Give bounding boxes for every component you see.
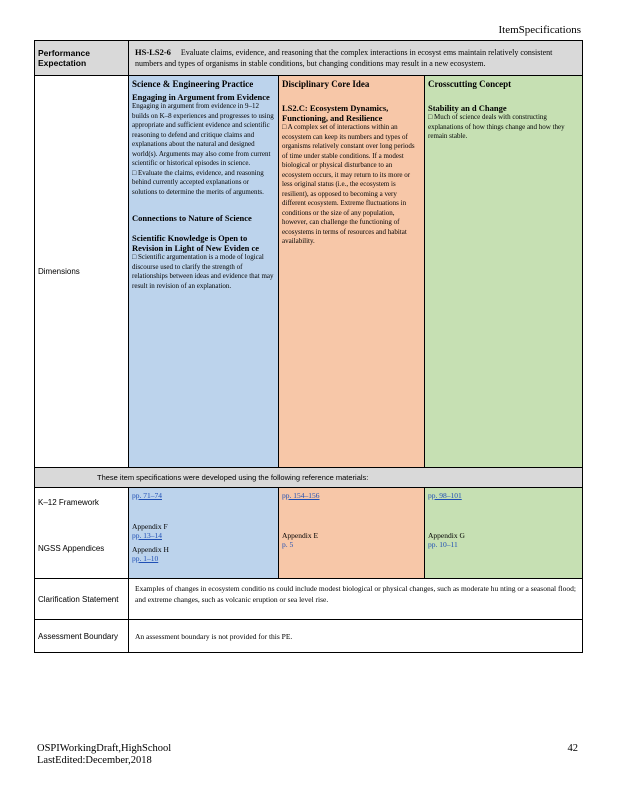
item-spec-table (34, 40, 583, 653)
dci-column (278, 76, 424, 467)
k12-framework-label: K–12 Framework (38, 498, 99, 507)
assessment-boundary-row (35, 620, 582, 652)
sep-column (128, 76, 278, 467)
clarification-row (35, 579, 582, 620)
pe-code: HS-LS2-6 (135, 47, 171, 57)
dci-bullet: □ A complex set of interactions within an ecosystem can keep its numbers and types of organisms relatively constant over long periods of time under stable conditions. If a modest biological or physical disturbance to an ecosystem occurs, it may return to its more or less original status (i.e., the ecosystem is resilient), as opposed to becoming a very different ecosystem. Extreme fluctuations in conditions or the size of any population, however, can challenge the functioning of ecosystems in terms of resources and habitat availability. (282, 123, 415, 245)
pe-text: Evaluate claims, evidence, and reasoning that the complex interactions in ecosyst ems maintain relatively consistent numbers and types of organisms in stable conditions, but changing conditions may result in a new ecosystem. (135, 48, 553, 68)
references-labels (35, 488, 128, 578)
ccc-subheading: Stability an d Change (428, 103, 507, 113)
clarification-text: Examples of changes in ecosystem conditio ns could include modest biological or physical changes, such as moderate hu nting or a seasonal flood; and extreme changes, such as volcanic eruption or sea level rise. (128, 579, 582, 619)
assessment-boundary-text: An assessment boundary is not provided for this PE. (128, 620, 582, 652)
dci-appendix-e-page: p. 5 (282, 540, 294, 549)
page-number: 42 (567, 743, 578, 754)
sep-appendix-f-link[interactable]: pp. 13–14 (132, 531, 162, 540)
pe-text-cell (128, 41, 582, 75)
sep-references (128, 488, 278, 578)
ccc-title: Crosscutting Concept (428, 79, 512, 89)
sep-subheading-argument: Engaging in Argument from Evidence (132, 92, 270, 102)
assessment-boundary-label: Assessment Boundary (38, 631, 119, 641)
ngss-appendices-label: NGSS Appendices (38, 544, 105, 553)
ccc-appendix-g-pages: pp. 10–11 (428, 540, 458, 549)
sep-subheading-nos: Connections to Nature of Science (132, 213, 252, 223)
clarification-label: Clarification Statement (38, 594, 119, 604)
dci-appendix-e: Appendix E (282, 530, 319, 540)
sep-appendix-h-link[interactable]: pp. 1–10 (132, 554, 159, 563)
footer (37, 743, 171, 767)
sep-appendix-h: Appendix H (132, 544, 169, 554)
sep-bullet-evaluate: □ Evaluate the claims, evidence, and reasoning behind currently accepted explanations or solutions to determine the merits of arguments. (132, 168, 264, 196)
ccc-appendix-g: Appendix G (428, 530, 465, 540)
ccc-framework-link[interactable]: pp. 98–101 (428, 491, 462, 500)
ccc-bullet: □ Much of science deals with constructing explanations of how things change and how they remain stable. (428, 113, 565, 140)
sep-title: Science & Engineering Practice (132, 79, 254, 89)
ccc-column (424, 76, 582, 467)
dimensions-label: Dimensions (38, 267, 80, 276)
dci-framework-link[interactable]: pp. 154–156 (282, 491, 320, 500)
running-header: ItemSpecifications (498, 24, 581, 36)
sep-bullet-argumentation: □ Scientific argumentation is a mode of logical discourse used to clarify the strength of relationships between ideas and evidence that may result in revision of an explanation. (132, 253, 274, 290)
pe-label: Performance Expectation (38, 48, 90, 68)
sep-subheading-knowledge: Scientific Knowledge is Open to Revision in Light of New Eviden ce (132, 233, 260, 253)
footer-edited: LastEdited:December,2018 (37, 755, 152, 766)
sep-appendix-f: Appendix F (132, 521, 168, 531)
dci-subheading: LS2.C: Ecosystem Dynamics, Functioning, and Resilience (282, 103, 389, 123)
ccc-references (424, 488, 582, 578)
reference-note-row: These item specifications were developed using the following reference materials: (35, 468, 582, 488)
sep-paragraph: Engaging in argument from evidence in 9–12 builds on K–8 experiences and progresses to using appropriate and sufficient evidence and scientific reasoning to defend and critique claims and explanations about the natural and designed world(s). Arguments may also come from current scientific or historical episodes in science. (132, 102, 274, 167)
footer-draft: OSPIWorkingDraft,HighSchool (37, 743, 172, 754)
performance-expectation-row (35, 41, 582, 76)
dimensions-row (35, 76, 582, 468)
dci-title: Disciplinary Core Idea (282, 79, 370, 89)
sep-framework-link[interactable]: pp. 71–74 (132, 491, 162, 500)
references-row (35, 488, 582, 579)
dci-references (278, 488, 424, 578)
